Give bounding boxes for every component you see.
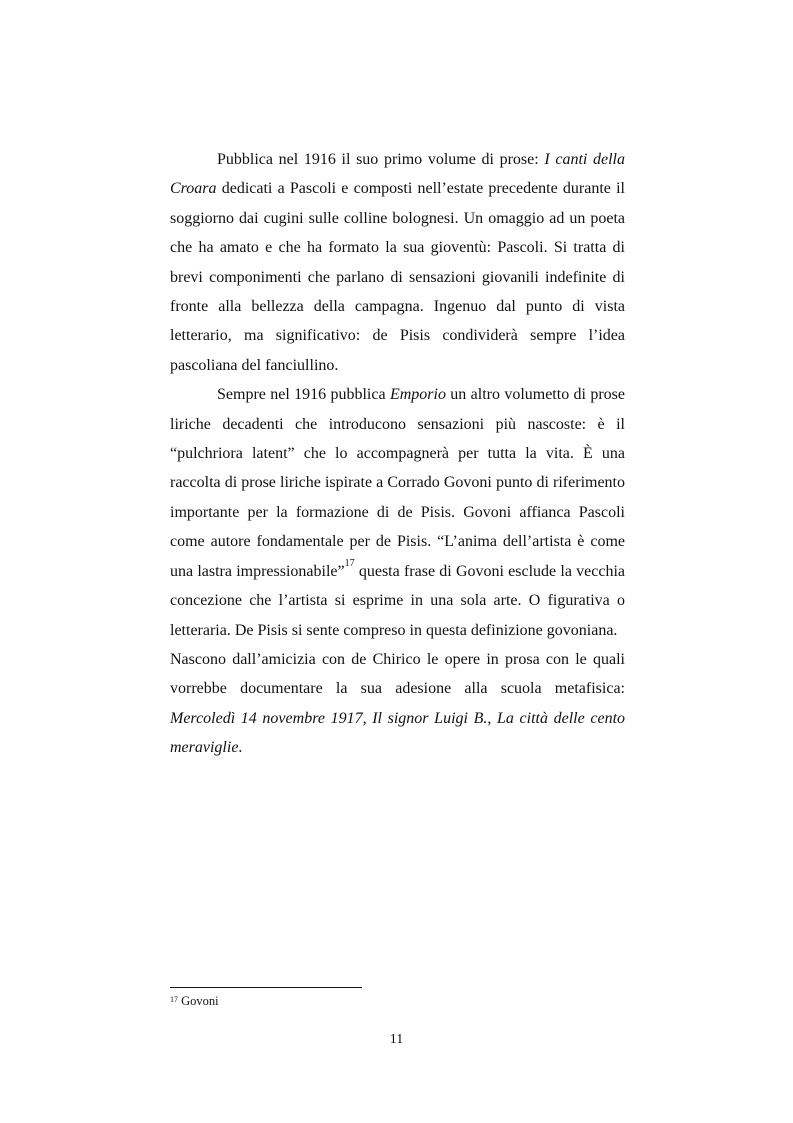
paragraph bbox=[170, 380, 625, 645]
footnote-separator bbox=[170, 987, 362, 988]
italic-title: La città delle cento meraviglie bbox=[170, 709, 626, 757]
text-run: questa frase di Govoni esclude la vecchia concezione che l’artista si esprime in una sola arte. O figurativa o letteraria. De Pisis si sente compreso in questa definizione govoniana. bbox=[170, 562, 625, 639]
italic-title: I canti della Croara bbox=[170, 151, 625, 198]
text-run: Nascono dall’amicizia con de Chirico le opere in prosa con le quali vorrebbe documentare la sua adesione alla scuola metafisica: bbox=[170, 650, 625, 698]
page-number: 11 bbox=[389, 1032, 404, 1047]
text-run: . bbox=[238, 739, 243, 757]
footnote-reference: 17 bbox=[344, 557, 355, 569]
footnote bbox=[170, 993, 219, 1009]
footnote-number: 17 bbox=[170, 995, 178, 1004]
text-run: Pubblica nel 1916 il suo primo volume di prose: bbox=[217, 151, 545, 168]
text-run: Sempre nel 1916 pubblica bbox=[217, 386, 390, 404]
text-run: dedicati a Pascoli e composti nell’estate precedente durante il soggiorno dai cugini sulle colline bolognesi. Un omaggio ad un poeta che ha amato e che ha formato la sua gioventù: Pascoli. Si tratta di brevi componimenti che parlano di sensazioni giovanili indefinite di fronte alla bellezza della campagna. Ingenuo dal punto di vista letterario, ma significativo: de Pisis condividerà sempre l’idea pascoliana del fanciullino. bbox=[170, 180, 625, 374]
paragraph bbox=[170, 145, 625, 380]
paragraph bbox=[170, 645, 625, 763]
footnote-text: Govoni bbox=[178, 994, 219, 1008]
page-body bbox=[170, 145, 625, 763]
italic-title: Mercoledì 14 novembre 1917 bbox=[170, 709, 363, 727]
text-run: , bbox=[487, 709, 498, 727]
text-run: un altro volumetto di prose liriche decadenti che introducono sensazioni più nascoste: è il “pulchriora latent” che lo accompagnerà per tutta la vita. È una raccolta di prose liriche ispirate a Corrado Govoni punto di riferimento importante per la formazione di de Pisis. Govoni affianca Pascoli come autore fondamentale per de Pisis. “L’anima dell’artista è come una lastra impressionabile” bbox=[170, 386, 626, 580]
text-run: , bbox=[362, 709, 373, 727]
italic-title: Emporio bbox=[389, 386, 446, 404]
italic-title: Il signor Luigi B. bbox=[372, 709, 488, 727]
